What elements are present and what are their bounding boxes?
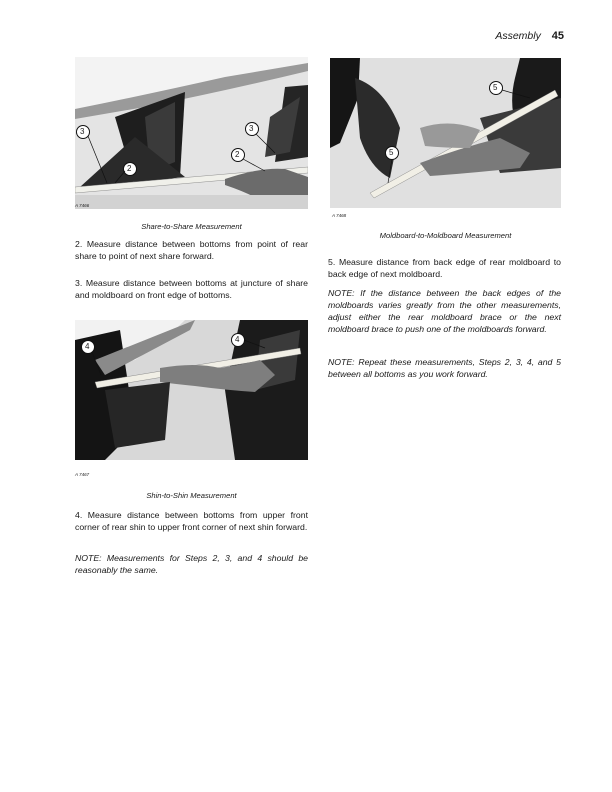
figure-id: A 7466 — [75, 203, 90, 208]
callout-3: 3 — [249, 124, 254, 133]
callout-4: 4 — [235, 335, 240, 344]
callout-4: 4 — [85, 342, 90, 351]
callout-2: 2 — [235, 150, 240, 159]
step-2-paragraph: 2. Measure distance between bottoms from point of rear share to point of next share forward. — [75, 239, 308, 261]
page-header — [495, 30, 564, 42]
share-to-share-photo — [75, 57, 308, 209]
step-4-paragraph: 4. Measure distance between bottoms from upper front corner of rear shin to upper front corner of next shin forward. — [75, 510, 308, 532]
step-3-paragraph: 3. Measure distance between bottoms at juncture of share and moldboard on front edge of bottoms. — [75, 278, 308, 300]
figure-caption: Share-to-Share Measurement — [141, 222, 242, 231]
callout-3: 3 — [80, 127, 85, 136]
note-paragraph: NOTE: Repeat these measurements, Steps 2, 3, 4, and 5 between all bottoms as you work forward. — [328, 357, 561, 379]
shin-to-shin-photo — [75, 320, 308, 460]
moldboard-to-moldboard-photo — [330, 58, 561, 208]
figure-id: A 7468 — [332, 213, 347, 218]
figure-id: A 7467 — [75, 472, 90, 477]
step-5-paragraph: 5. Measure distance from back edge of rear moldboard to back edge of next moldboard. — [328, 257, 561, 279]
figure-caption: Shin-to-Shin Measurement — [146, 491, 237, 500]
note-paragraph: NOTE: If the distance between the back edges of the moldboards varies greatly from the other measurements, adjust either the rear moldboard brace or the next moldboard brace to push one of the moldboards forward. — [328, 288, 561, 334]
callout-2: 2 — [127, 164, 132, 173]
note-paragraph: NOTE: Measurements for Steps 2, 3, and 4 should be reasonably the same. — [75, 553, 308, 575]
section-title: Assembly — [495, 30, 541, 42]
page-number: 45 — [551, 30, 564, 42]
callout-5: 5 — [493, 83, 498, 92]
figure-caption: Moldboard-to-Moldboard Measurement — [379, 231, 512, 240]
callout-5: 5 — [389, 148, 394, 157]
